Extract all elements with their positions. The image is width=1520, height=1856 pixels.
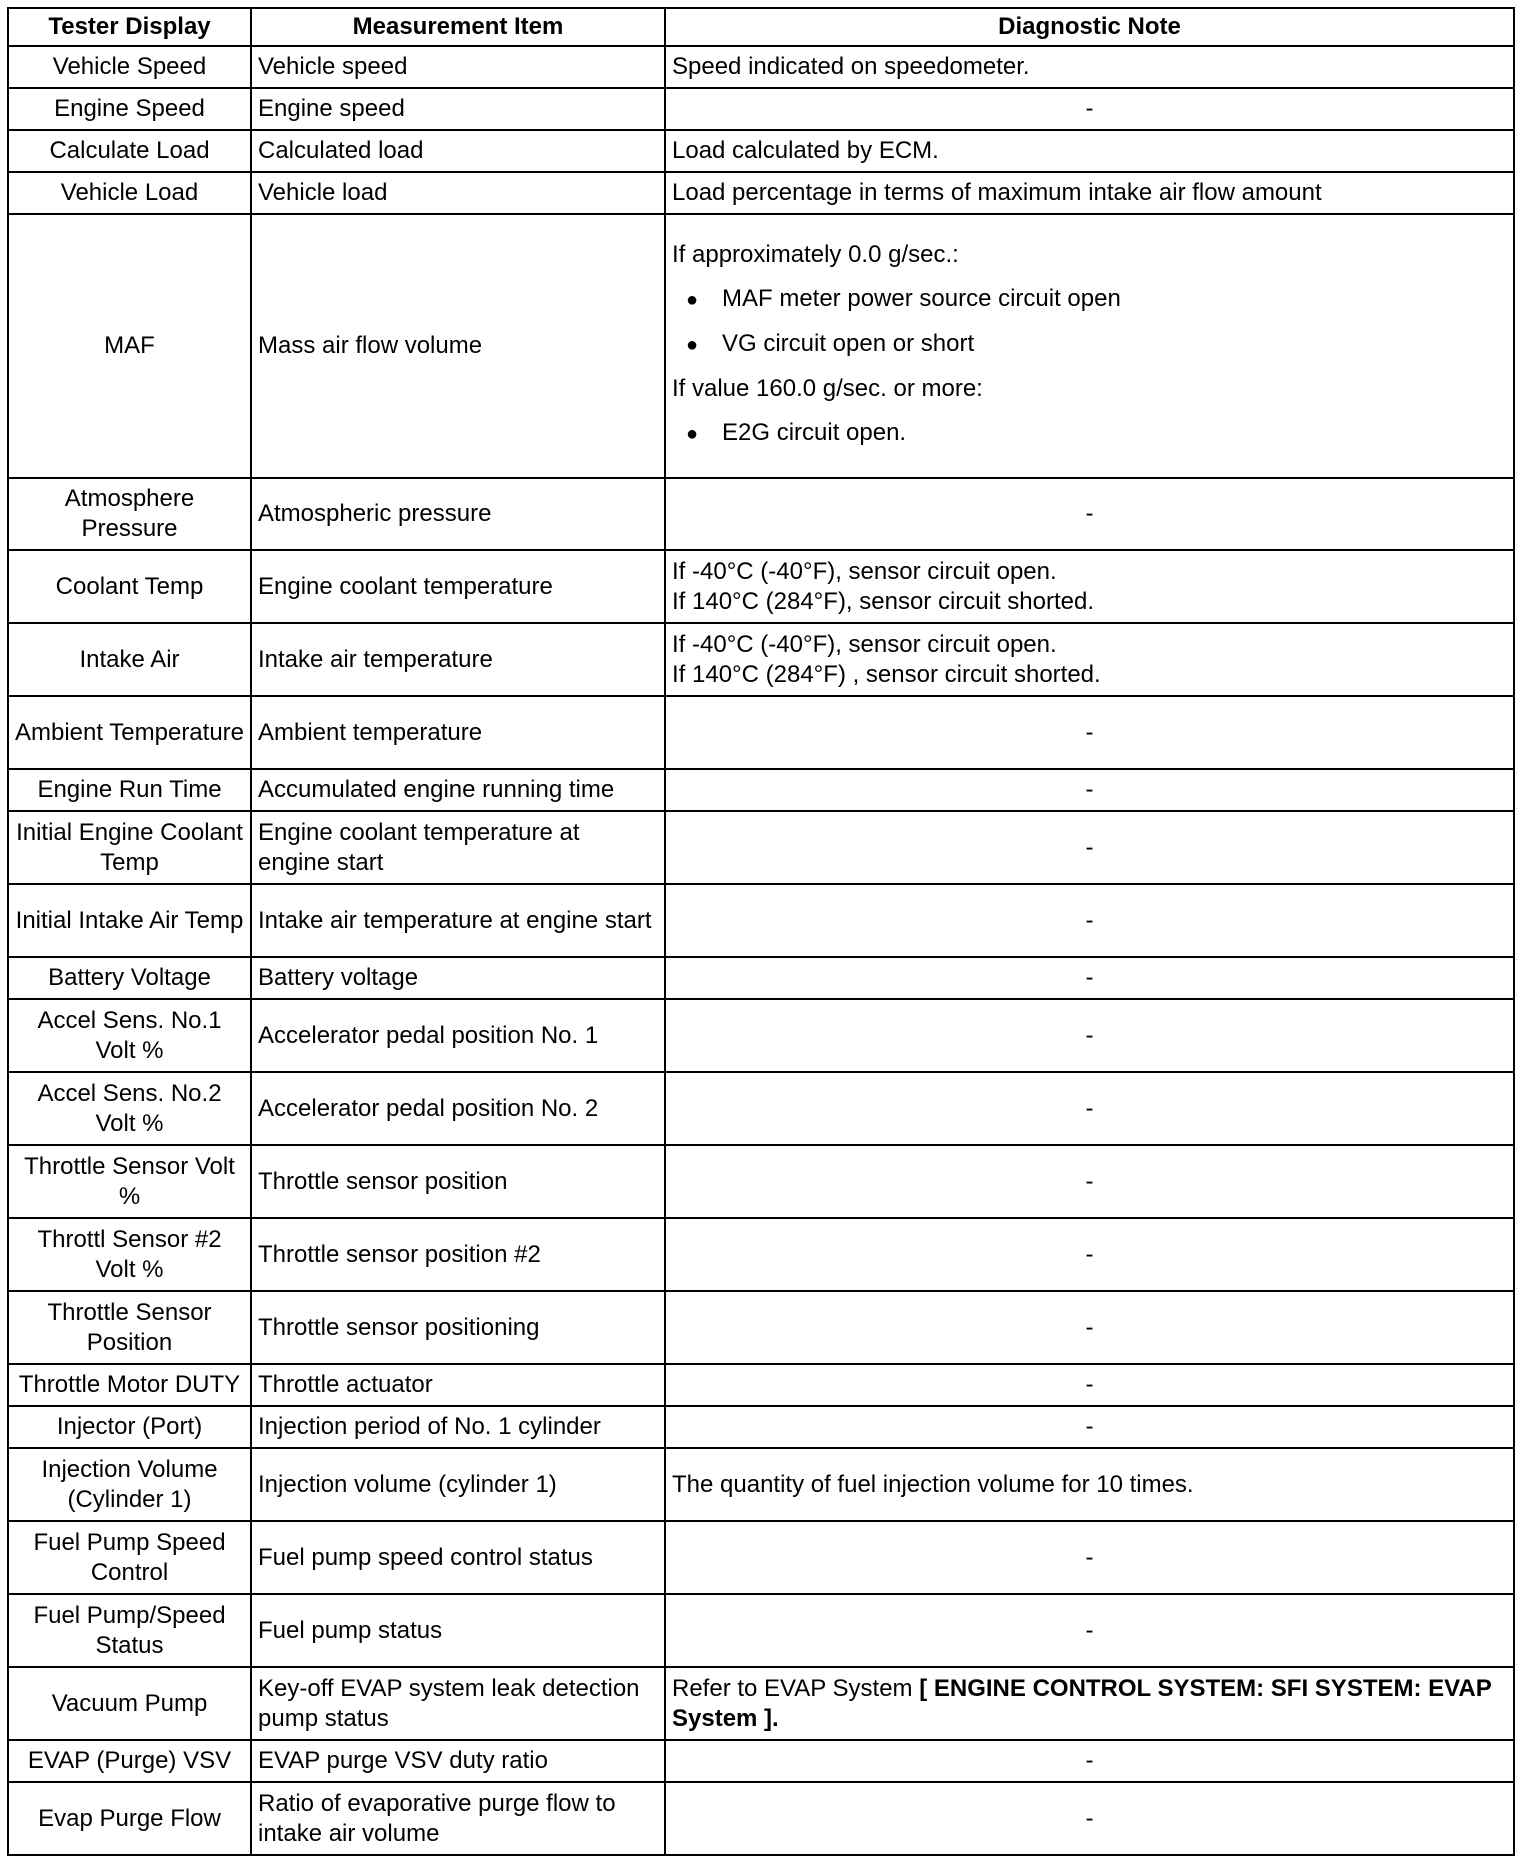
diagnostic-note-cell bbox=[665, 623, 1514, 696]
diagnostic-note-cell bbox=[665, 214, 1514, 478]
tester-display-cell: Engine Speed bbox=[8, 88, 251, 130]
diagnostic-note-cell: The quantity of fuel injection volume for 10 times. bbox=[665, 1448, 1514, 1521]
diagnostic-note-cell: - bbox=[665, 696, 1514, 769]
diagnostic-note-cell: - bbox=[665, 957, 1514, 999]
measurement-item-cell: Vehicle speed bbox=[251, 46, 665, 88]
diagnostic-note-cell bbox=[665, 1667, 1514, 1740]
table-row bbox=[8, 999, 1514, 1072]
measurement-item-cell: Engine coolant temperature at engine start bbox=[251, 811, 665, 884]
table-row bbox=[8, 1740, 1514, 1782]
diagnostic-note-cell: - bbox=[665, 88, 1514, 130]
measurement-item-cell: Engine speed bbox=[251, 88, 665, 130]
header-measurement-item: Measurement Item bbox=[251, 8, 665, 46]
tester-display-cell: Calculate Load bbox=[8, 130, 251, 172]
table-row bbox=[8, 769, 1514, 811]
measurement-item-cell: Ambient temperature bbox=[251, 696, 665, 769]
table-row bbox=[8, 1218, 1514, 1291]
tester-display-cell: Evap Purge Flow bbox=[8, 1782, 251, 1855]
tester-display-cell: Vacuum Pump bbox=[8, 1667, 251, 1740]
table-row bbox=[8, 1667, 1514, 1740]
measurement-item-cell: Throttle actuator bbox=[251, 1364, 665, 1406]
diagnostic-note-cell: - bbox=[665, 1594, 1514, 1667]
table-row bbox=[8, 214, 1514, 478]
measurement-item-cell: Fuel pump speed control status bbox=[251, 1521, 665, 1594]
header-diagnostic-note: Diagnostic Note bbox=[665, 8, 1514, 46]
measurement-item-cell: Intake air temperature at engine start bbox=[251, 884, 665, 957]
measurement-item-cell: Accelerator pedal position No. 1 bbox=[251, 999, 665, 1072]
note-line: If 140°C (284°F) , sensor circuit shorted. bbox=[672, 660, 1101, 688]
measurement-item-cell: Key-off EVAP system leak detection pump status bbox=[251, 1667, 665, 1740]
tester-display-cell: Throttle Motor DUTY bbox=[8, 1364, 251, 1406]
tester-display-cell: Injector (Port) bbox=[8, 1406, 251, 1448]
tester-display-cell: Fuel Pump Speed Control bbox=[8, 1521, 251, 1594]
diagnostic-note-cell: - bbox=[665, 769, 1514, 811]
diagnostic-note-cell: - bbox=[665, 1740, 1514, 1782]
measurement-item-cell: Ratio of evaporative purge flow to intake air volume bbox=[251, 1782, 665, 1855]
measurement-item-cell: Accelerator pedal position No. 2 bbox=[251, 1072, 665, 1145]
header-row bbox=[8, 8, 1514, 46]
measurement-item-cell: Intake air temperature bbox=[251, 623, 665, 696]
measurement-item-cell: Throttle sensor position #2 bbox=[251, 1218, 665, 1291]
note-bullet-item: ● VG circuit open or short bbox=[672, 329, 1507, 360]
table-row bbox=[8, 623, 1514, 696]
tester-data-table bbox=[7, 7, 1515, 1856]
table-row bbox=[8, 88, 1514, 130]
tester-display-cell: EVAP (Purge) VSV bbox=[8, 1740, 251, 1782]
diagnostic-note-cell: - bbox=[665, 1072, 1514, 1145]
measurement-item-cell: Throttle sensor position bbox=[251, 1145, 665, 1218]
tester-display-cell: Intake Air bbox=[8, 623, 251, 696]
tester-display-cell: Vehicle Load bbox=[8, 172, 251, 214]
note-line: If -40°C (-40°F), sensor circuit open. bbox=[672, 557, 1057, 585]
table-row bbox=[8, 1782, 1514, 1855]
measurement-item-cell: Mass air flow volume bbox=[251, 214, 665, 478]
note-bullet-item: ● MAF meter power source circuit open bbox=[672, 284, 1507, 315]
header-tester-display: Tester Display bbox=[8, 8, 251, 46]
tester-display-cell: Initial Engine Coolant Temp bbox=[8, 811, 251, 884]
tester-display-cell: Initial Intake Air Temp bbox=[8, 884, 251, 957]
diagnostic-note-cell bbox=[665, 550, 1514, 623]
table-row bbox=[8, 1406, 1514, 1448]
table-row bbox=[8, 1364, 1514, 1406]
cross-reference-link[interactable]: [ ENGINE CONTROL SYSTEM: SFI SYSTEM: EVAP System ]. bbox=[672, 1674, 1492, 1732]
diagnostic-note-cell: Load percentage in terms of maximum intake air flow amount bbox=[665, 172, 1514, 214]
diagnostic-note-cell: - bbox=[665, 1145, 1514, 1218]
measurement-item-cell: Calculated load bbox=[251, 130, 665, 172]
note-line: If 140°C (284°F), sensor circuit shorted. bbox=[672, 587, 1095, 615]
diagnostic-note-cell: - bbox=[665, 1218, 1514, 1291]
note-bullet-item: ● E2G circuit open. bbox=[672, 418, 1507, 449]
tester-display-cell: Accel Sens. No.1 Volt % bbox=[8, 999, 251, 1072]
table-row bbox=[8, 172, 1514, 214]
diagnostic-note-cell: - bbox=[665, 1291, 1514, 1364]
table-row bbox=[8, 1072, 1514, 1145]
table-row bbox=[8, 884, 1514, 957]
diagnostic-note-cell: - bbox=[665, 1406, 1514, 1448]
diagnostic-note-cell: - bbox=[665, 1364, 1514, 1406]
table-row bbox=[8, 46, 1514, 88]
tester-display-cell: Coolant Temp bbox=[8, 550, 251, 623]
measurement-item-cell: Throttle sensor positioning bbox=[251, 1291, 665, 1364]
measurement-item-cell: Vehicle load bbox=[251, 172, 665, 214]
diagnostic-note-cell: Speed indicated on speedometer. bbox=[665, 46, 1514, 88]
table-row bbox=[8, 1594, 1514, 1667]
tester-display-cell: MAF bbox=[8, 214, 251, 478]
measurement-item-cell: EVAP purge VSV duty ratio bbox=[251, 1740, 665, 1782]
note-text: Refer to EVAP System bbox=[672, 1674, 920, 1702]
table-row bbox=[8, 957, 1514, 999]
table-row bbox=[8, 696, 1514, 769]
measurement-item-cell: Battery voltage bbox=[251, 957, 665, 999]
measurement-item-cell: Engine coolant temperature bbox=[251, 550, 665, 623]
note-line: If value 160.0 g/sec. or more: bbox=[672, 374, 983, 402]
tester-display-cell: Injection Volume (Cylinder 1) bbox=[8, 1448, 251, 1521]
tester-display-cell: Engine Run Time bbox=[8, 769, 251, 811]
table-row bbox=[8, 1448, 1514, 1521]
measurement-item-cell: Fuel pump status bbox=[251, 1594, 665, 1667]
table-row bbox=[8, 811, 1514, 884]
diagnostic-note-cell: - bbox=[665, 1521, 1514, 1594]
tester-display-cell: Ambient Temperature bbox=[8, 696, 251, 769]
table-row bbox=[8, 1291, 1514, 1364]
note-line: If -40°C (-40°F), sensor circuit open. bbox=[672, 630, 1057, 658]
diagnostic-note-cell: - bbox=[665, 1782, 1514, 1855]
table-row bbox=[8, 1521, 1514, 1594]
tester-display-cell: Fuel Pump/Speed Status bbox=[8, 1594, 251, 1667]
measurement-item-cell: Atmospheric pressure bbox=[251, 478, 665, 550]
tester-display-cell: Throttl Sensor #2 Volt % bbox=[8, 1218, 251, 1291]
diagnostic-note-cell: - bbox=[665, 999, 1514, 1072]
measurement-item-cell: Accumulated engine running time bbox=[251, 769, 665, 811]
tester-display-cell: Vehicle Speed bbox=[8, 46, 251, 88]
tester-display-cell: Throttle Sensor Position bbox=[8, 1291, 251, 1364]
measurement-item-cell: Injection volume (cylinder 1) bbox=[251, 1448, 665, 1521]
diagnostic-note-cell: - bbox=[665, 811, 1514, 884]
table-row bbox=[8, 550, 1514, 623]
tester-display-cell: Throttle Sensor Volt % bbox=[8, 1145, 251, 1218]
measurement-item-cell: Injection period of No. 1 cylinder bbox=[251, 1406, 665, 1448]
tester-display-cell: Battery Voltage bbox=[8, 957, 251, 999]
diagnostic-note-cell: - bbox=[665, 478, 1514, 550]
tester-display-cell: Accel Sens. No.2 Volt % bbox=[8, 1072, 251, 1145]
table-row bbox=[8, 130, 1514, 172]
note-line: If approximately 0.0 g/sec.: bbox=[672, 240, 959, 268]
tester-display-cell: Atmosphere Pressure bbox=[8, 478, 251, 550]
table-row bbox=[8, 1145, 1514, 1218]
table-row bbox=[8, 478, 1514, 550]
diagnostic-note-cell: - bbox=[665, 884, 1514, 957]
diagnostic-note-cell: Load calculated by ECM. bbox=[665, 130, 1514, 172]
